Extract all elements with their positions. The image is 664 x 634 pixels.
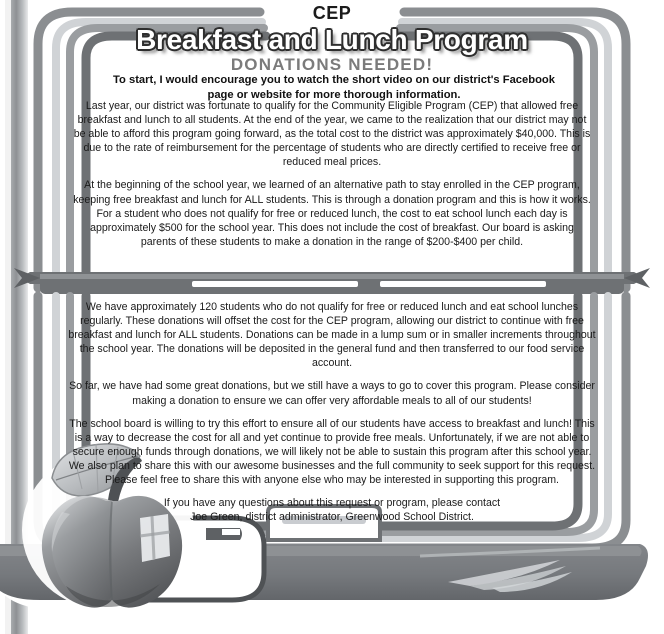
paragraph: The school board is willing to try this effort to ensure all of our students have access to breakfast and lunch! This is a way to decrease the cost for all and yet continue to provide free meals. Unfortunately, if we are not able to secure enough funds through donations, we will likely not be able to sustain this program after this school year. We also plan to share this with our awesome businesses and the full community to seek support for this request. Please feel free to share this with anyone else who may be interested in supporting this program.: [68, 417, 596, 487]
intro-paragraph: To start, I would encourage you to watch the short video on our district's Facebook page or website for more thorough information.: [113, 74, 555, 101]
eyebrow-title: CEP: [312, 3, 352, 23]
base-body-text: [68, 300, 596, 524]
paragraph: So far, we have had some great donations, but we still have a ways to go to cover this program. Please consider making a donation to ensure we can offer very affordable meals to all of our students!: [69, 380, 595, 407]
subtitle: DONATIONS NEEDED!: [230, 55, 434, 74]
paragraph: Last year, our district was fortunate to qualify for the Community Eligible Program (CEP) that allowed free breakfast and lunch to all students. At the end of the year, we came to the realization that our district may not be able to afford this program going forward, as the total cost to the district was approximately $40,000. This is due to the rate of reimbursement for the percentage of students who are directly certified to receive free or reduced meal prices.: [73, 100, 591, 169]
lid-body-text: [72, 99, 592, 249]
page-title: Breakfast and Lunch Program: [136, 24, 528, 55]
hinge-gap-left: [192, 281, 358, 287]
contact-name: Joe Green, district administrator, Greenwood School District.: [190, 511, 474, 524]
paragraph: At the beginning of the school year, we learned of an alternative path to stay enrolled in the CEP program, keeping free breakfast and lunch for ALL students. This is through a donation program and this is how it works. For a student who does not qualify for free or reduced lunch, the cost to eat school lunch each day is approximately $500 for the school year. This does not include the cost of breakfast. Our board is asking parents of these students to make a donation in the range of $200-$400 per child.: [73, 179, 591, 248]
contact-line: If you have any questions about this request or program, please contact: [163, 497, 501, 510]
paragraph: We have approximately 120 students who do not qualify for free or reduced lunch and eat school lunches regularly. These donations will offset the cost for the CEP program, allowing our district to continue with free breakfast and lunch for ALL students. Donations can be made in a lump sum or in smaller increments throughout the school year. The donations will be deposited in the general fund and then transferred to our food service account.: [68, 301, 596, 370]
hinge-gap-right: [380, 281, 546, 287]
